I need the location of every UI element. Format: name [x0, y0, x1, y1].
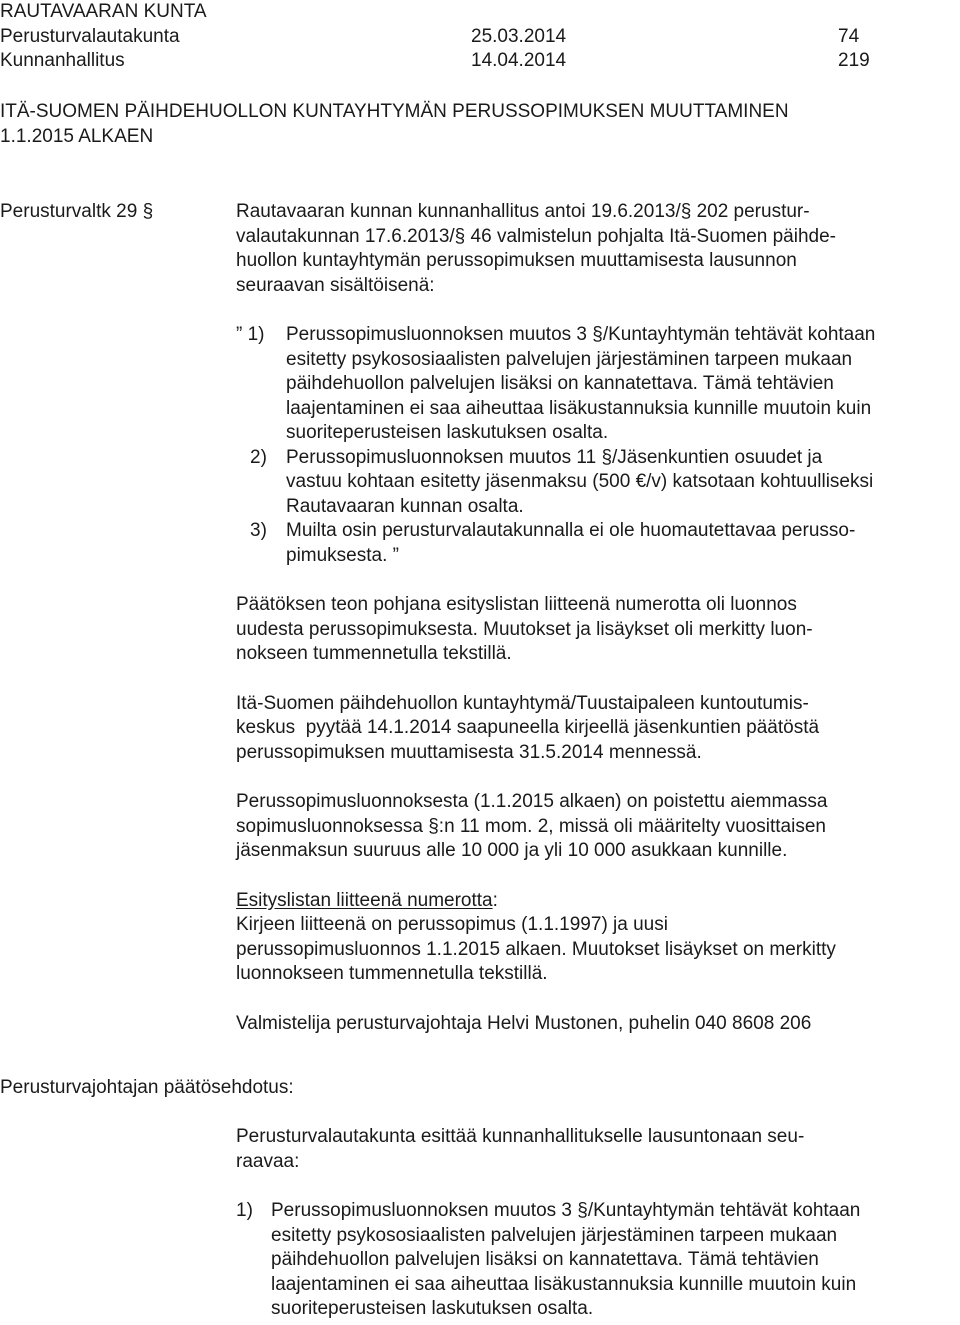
title-line: 1.1.2015 ALKAEN	[0, 125, 154, 147]
text-line: vastuu kohtaan esitetty jäsenmaksu (500 €/v) katsotaan kohtuulliseksi	[286, 471, 874, 492]
text-line: valautakunnan 17.6.2013/§ 46 valmistelun pohjalta Itä-Suomen päihde-	[236, 225, 836, 247]
document-body	[236, 200, 956, 1036]
header-meeting-date: 25.03.2014	[471, 25, 567, 47]
header-row-board	[0, 49, 900, 74]
header-body-name: Kunnanhallitus	[0, 50, 125, 71]
document-title	[0, 100, 789, 149]
header-section-number: 74	[838, 25, 860, 47]
list-item	[236, 446, 956, 520]
text-line: suoriteperusteisen laskutuksen osalta.	[286, 422, 609, 443]
text-line: perussopimusluonnos 1.1.2015 alkaen. Muutokset lisäykset on merkitty	[236, 938, 836, 960]
text-line: jäsenmaksun suuruus alle 10 000 ja yli 10 000 asukkaan kunnille.	[236, 840, 788, 861]
text-line: seuraavan sisältöisenä:	[236, 274, 435, 296]
text-line: sopimusluonnoksessa §:n 11 mom. 2, missä oli määritelty vuosittaisen	[236, 815, 826, 837]
header-row-committee	[0, 25, 900, 50]
text-line: Rautavaaran kunnan osalta.	[286, 495, 524, 517]
document-header	[0, 0, 900, 74]
text-line: Itä-Suomen päihdehuollon kuntayhtymä/Tuustaipaleen kuntoutumis-	[236, 692, 809, 714]
text-line: Valmistelija perusturvajohtaja Helvi Mustonen, puhelin 040 8608 206	[236, 1012, 812, 1034]
text-line: nokseen tummennetulla tekstillä.	[236, 643, 512, 664]
list-item-number: 1)	[236, 1200, 253, 1221]
text-line: päihdehuollon palvelujen lisäksi on kannatettava. Tämä tehtävien	[286, 373, 834, 394]
header-section-number: 219	[838, 50, 870, 71]
title-line: ITÄ-SUOMEN PÄIHDEHUOLLON KUNTAYHTYMÄN PERUSSOPIMUKSEN MUUTTAMINEN	[0, 101, 789, 122]
section-label: Perusturvaltk 29 §	[0, 201, 154, 222]
decision-label: Perusturvajohtajan päätösehdotus:	[0, 1077, 294, 1098]
text-line: Rautavaaran kunnan kunnanhallitus antoi 19.6.2013/§ 202 perustur-	[236, 201, 810, 222]
list-item-number: ” 1)	[236, 324, 265, 345]
text-line: esitetty psykososiaalisten palvelujen järjestäminen tarpeen mukaan	[271, 1224, 838, 1246]
text-line: Perussopimusluonnoksen muutos 3 §/Kuntayhtymän tehtävät kohtaan	[286, 324, 876, 345]
header-meeting-date: 14.04.2014	[471, 50, 567, 71]
text-line: Kirjeen liitteenä on perussopimus (1.1.1997) ja uusi	[236, 914, 668, 935]
text-line: Päätöksen teon pohjana esityslistan liitteenä numerotta oli luonnos	[236, 594, 797, 615]
attachment-paragraph	[236, 889, 956, 987]
text-line: päihdehuollon palvelujen lisäksi on kannatettava. Tämä tehtävien	[271, 1249, 819, 1270]
list-item-number: 2)	[250, 446, 267, 468]
text-line: keskus pyytää 14.1.2014 saapuneella kirjeellä jäsenkuntien päätöstä	[236, 717, 820, 738]
text-line: Perussopimusluonnoksesta (1.1.2015 alkaen) on poistettu aiemmassa	[236, 791, 828, 812]
text-line: laajentaminen ei saa aiheuttaa lisäkustannuksia kunnille muutoin kuin	[271, 1273, 857, 1295]
text-line: Perusturvalautakunta esittää kunnanhallitukselle lausuntonaan seu-	[236, 1126, 805, 1147]
text-line: huollon kuntayhtymän perussopimuksen muuttamisesta lausunnon	[236, 250, 797, 271]
basis-paragraph	[236, 593, 956, 667]
removed-clause-paragraph	[236, 790, 956, 864]
text-line: pimuksesta. ”	[286, 544, 399, 566]
list-item	[236, 1199, 956, 1322]
text-line: perussopimuksen muuttamisesta 31.5.2014 mennessä.	[236, 741, 702, 763]
text-line: esitetty psykososiaalisten palvelujen järjestäminen tarpeen mukaan	[286, 348, 853, 370]
decision-list	[236, 1199, 956, 1322]
list-item	[236, 519, 956, 568]
text-line: Muilta osin perusturvalautakunnalla ei ole huomautettavaa perusso-	[286, 520, 856, 541]
text-line: raavaa:	[236, 1150, 300, 1172]
text-line: Perussopimusluonnoksen muutos 11 §/Jäsenkuntien osuudet ja	[286, 446, 823, 468]
request-paragraph	[236, 692, 956, 766]
attachment-heading: Esityslistan liitteenä numerotta	[236, 889, 493, 911]
org-name: RAUTAVAARAN KUNTA	[0, 1, 207, 22]
quoted-statement-list	[236, 323, 956, 568]
text-line: Perussopimusluonnoksen muutos 3 §/Kuntayhtymän tehtävät kohtaan	[271, 1200, 861, 1221]
intro-paragraph	[236, 200, 956, 298]
attachment-heading-line	[236, 889, 956, 914]
decision-intro	[236, 1125, 956, 1174]
header-body-name: Perusturvalautakunta	[0, 25, 180, 47]
list-item-number: 3)	[250, 520, 267, 541]
preparer-line	[236, 1012, 956, 1037]
header-org-row	[0, 0, 900, 25]
text-line: uudesta perussopimuksesta. Muutokset ja lisäykset oli merkitty luon-	[236, 618, 813, 640]
text-line: suoriteperusteisen laskutuksen osalta.	[271, 1298, 594, 1319]
list-item	[236, 323, 956, 446]
text-line: luonnokseen tummennetulla tekstillä.	[236, 963, 548, 984]
decision-proposal	[236, 1125, 956, 1322]
text-line: laajentaminen ei saa aiheuttaa lisäkustannuksia kunnille muutoin kuin	[286, 397, 872, 419]
attachment-heading-colon: :	[492, 889, 498, 911]
